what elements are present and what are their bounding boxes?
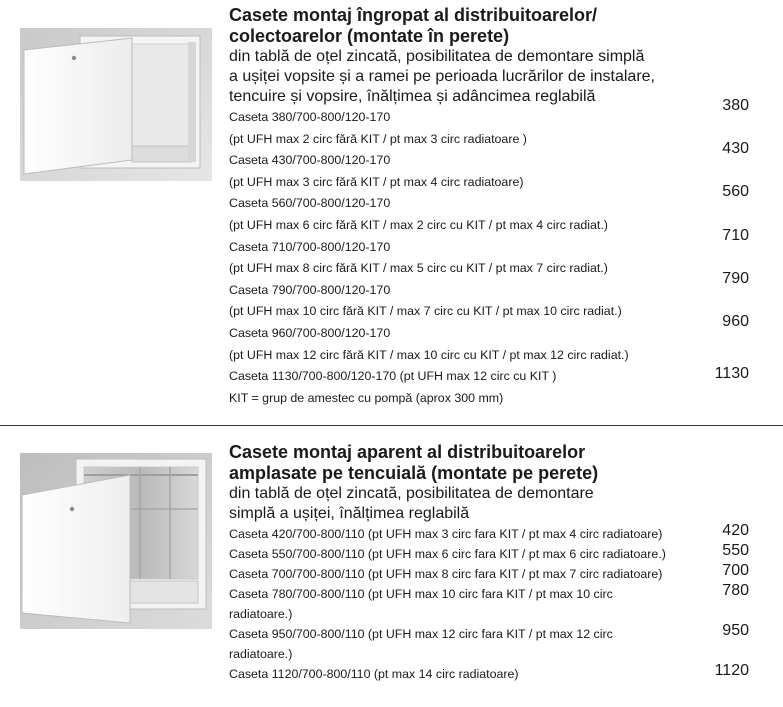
surface-cabinet-image [20, 453, 212, 629]
item-price: 420 [722, 522, 749, 539]
item-price: 950 [722, 622, 749, 639]
item-note: (pt UFH max 10 circ fără KIT / max 7 circ cu KIT / pt max 10 circ radiat.) [229, 304, 622, 319]
price-item [229, 269, 749, 323]
section-title: Casete montaj îngropat al distribuitoarelor/ [229, 5, 598, 25]
footnote: KIT = grup de amestec cu pompă (aprox 300 mm) [229, 390, 504, 405]
price-item [229, 226, 749, 280]
item-code: Caseta 550/700-800/110 (pt UFH max 6 circ fara KIT / pt max 6 circ radiatoare.) [229, 547, 666, 561]
item-code: Caseta 790/700-800/120-170 [229, 282, 391, 297]
item-note: (pt UFH max 6 circ fără KIT / max 2 circ cu KIT / pt max 4 circ radiat.) [229, 217, 608, 232]
item-price: 700 [722, 562, 749, 579]
item-code: Caseta 710/700-800/120-170 [229, 239, 391, 254]
item-price: 960 [722, 312, 749, 330]
price-item [229, 97, 749, 150]
item-price: 380 [722, 97, 749, 114]
item-code: Caseta 1120/700-800/110 (pt max 14 circ radiatoare) [229, 667, 519, 681]
item-price: 550 [722, 542, 749, 559]
item-code: Caseta 780/700-800/110 (pt UFH max 10 circ fara KIT / pt max 10 circ radiatoare.) [229, 587, 613, 621]
item-price: 710 [722, 226, 749, 244]
item-code: Caseta 420/700-800/110 (pt UFH max 3 circ fara KIT / pt max 4 circ radiatoare) [229, 527, 663, 541]
price-item [229, 584, 749, 624]
price-item [229, 366, 749, 388]
item-price: 430 [722, 140, 749, 158]
flush-cabinet-image [20, 28, 212, 181]
section-description: tencuire și vopsire, înălțimea și adâncimea reglabilă [229, 88, 596, 105]
item-note: (pt UFH max 8 circ fără KIT / max 5 circ cu KIT / pt max 7 circ radiat.) [229, 261, 608, 276]
price-item [229, 544, 749, 564]
section-description: din tablă de oțel zincată, posibilitatea de demontare simplă [229, 48, 645, 65]
item-code: Caseta 1130/700-800/120-170 (pt UFH max 12 circ cu KIT ) [229, 369, 557, 384]
price-item [229, 140, 749, 193]
item-price: 790 [722, 269, 749, 287]
item-code: Caseta 430/700-800/120-170 [229, 153, 391, 168]
item-price: 1120 [714, 662, 749, 679]
price-item [229, 183, 749, 236]
price-item [229, 624, 749, 664]
section-description: simplă a ușiței, înălțimea reglabilă [229, 505, 470, 522]
section-title: Casete montaj aparent al distribuitoarelor [229, 442, 586, 462]
section-description: a ușiței vopsite și a ramei pe perioada lucrărilor de instalare, [229, 68, 655, 85]
price-item [229, 664, 749, 684]
section-title: amplasate pe tencuială (montate pe perete) [229, 463, 599, 483]
item-price: 780 [722, 582, 749, 599]
item-note: (pt UFH max 2 circ fără KIT / pt max 3 circ radiatoare ) [229, 131, 527, 146]
section-title: colectoarelor (montate în perete) [229, 26, 510, 46]
price-item [229, 312, 749, 366]
item-code: Caseta 380/700-800/120-170 [229, 110, 391, 124]
item-price: 560 [722, 183, 749, 201]
item-code: Caseta 700/700-800/110 (pt UFH max 8 circ fara KIT / pt max 7 circ radiatoare) [229, 567, 663, 581]
section-surface-mount-text [229, 442, 749, 684]
product-photo-flush-cabinet [20, 28, 212, 181]
section-flush-mount-text [229, 5, 749, 409]
section-description: din tablă de oțel zincată, posibilitatea de demontare [229, 485, 594, 502]
product-photo-surface-cabinet [20, 453, 212, 629]
section-surface-mount [0, 428, 783, 707]
item-code: Caseta 960/700-800/120-170 [229, 325, 391, 340]
item-note: (pt UFH max 12 circ fără KIT / max 10 circ cu KIT / pt max 12 circ radiat.) [229, 347, 629, 362]
item-price: 1130 [714, 365, 749, 383]
price-item [229, 564, 749, 584]
section-divider [0, 425, 783, 426]
price-item [229, 524, 749, 544]
item-note: (pt UFH max 3 circ fără KIT / pt max 4 circ radiatoare) [229, 174, 524, 189]
item-code: Caseta 560/700-800/120-170 [229, 196, 391, 211]
item-code: Caseta 950/700-800/110 (pt UFH max 12 circ fara KIT / pt max 12 circ radiatoare.) [229, 627, 613, 661]
